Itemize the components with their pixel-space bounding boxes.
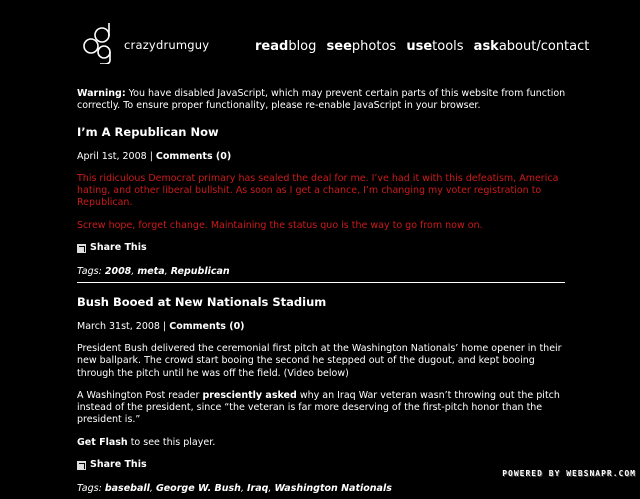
comments-link[interactable]: Comments (0): [169, 320, 245, 332]
js-warning: [77, 88, 567, 113]
nav-read-blog[interactable]: [255, 39, 316, 54]
flash-notice: [77, 437, 567, 449]
tag-link[interactable]: George W. Bush: [155, 483, 241, 495]
warning-label: Warning:: [77, 88, 126, 99]
post-tags: Tags: baseball, George W. Bush, Iraq, Washington Nationals: [77, 483, 392, 495]
main-nav: [255, 39, 595, 54]
tags-label: Tags:: [77, 483, 102, 495]
post-meta: [77, 151, 567, 163]
site-header: [0, 0, 640, 80]
meta-separator: |: [159, 320, 170, 332]
post: [77, 125, 567, 279]
nav-about-label: about/contact: [498, 39, 590, 54]
paragraph-text: A Washington Post reader: [77, 389, 203, 401]
post-date: March 31st, 2008: [77, 320, 160, 332]
meta-separator: |: [146, 150, 156, 162]
nav-ask-label: ask: [473, 39, 499, 54]
share-label: Share This: [90, 242, 147, 254]
websnapr-badge: POWERED BY WEBSNAPR.COM: [502, 469, 636, 478]
nav-read-label: read: [255, 39, 289, 54]
post-paragraph: [77, 390, 567, 427]
share-button[interactable]: [77, 459, 567, 471]
comments-link[interactable]: Comments (0): [155, 150, 232, 162]
post-meta: [77, 321, 567, 333]
post-date: April 1st, 2008: [77, 150, 147, 162]
main-content: [77, 88, 567, 499]
share-icon: [77, 244, 86, 253]
share-label: Share This: [90, 459, 147, 471]
share-button[interactable]: [77, 242, 567, 254]
tag-link[interactable]: Iraq: [246, 483, 269, 495]
tag-link[interactable]: baseball: [104, 483, 150, 495]
logo-icon[interactable]: [80, 22, 122, 64]
flash-text: to see this player.: [127, 436, 216, 448]
post-paragraph: Screw hope, forget change. Maintaining the status quo is the way to go from now on.: [77, 219, 483, 231]
tag-link[interactable]: Washington Nationals: [274, 483, 392, 495]
share-icon: [77, 461, 86, 470]
post: [77, 295, 567, 496]
warning-text: You have disabled JavaScript, which may prevent certain parts of this website from function correctly. To ensure proper functionality, please re-enable JavaScript in your browser.: [77, 88, 566, 112]
nav-ask-about[interactable]: [474, 39, 590, 54]
tag-link[interactable]: 2008: [104, 266, 132, 278]
post-paragraph: President Bush delivered the ceremonial first pitch at the Washington Nationals’ home opener in their new ballpark. The crowd start booing the second he stepped out of the dugout, and kept booing through the pitch until he was off the field. (Video below): [77, 342, 562, 379]
post-divider: [77, 282, 565, 283]
paragraph-text: why an Iraq War veteran wasn’t throwing out the pitch instead of the president, since “the veteran is far more deserving of the first-pitch honor than the president is.”: [77, 389, 560, 426]
presciently-asked-link[interactable]: presciently asked: [202, 389, 297, 401]
post-paragraph: This ridiculous Democrat primary has sealed the deal for me. I’ve had it with this defeatism, America hating, and other liberal bullshit. As soon as I get a chance, I’m changing my voter registration to Republican.: [77, 172, 559, 209]
tags-label: Tags:: [77, 266, 102, 278]
nav-see-photos[interactable]: [327, 39, 397, 54]
post-title[interactable]: I’m A Republican Now: [77, 124, 219, 139]
get-flash-link[interactable]: Get Flash: [77, 436, 128, 448]
nav-use-label: use: [406, 39, 433, 54]
post-title[interactable]: Bush Booed at New Nationals Stadium: [77, 294, 327, 309]
nav-use-tools[interactable]: [406, 39, 463, 54]
site-logo-text[interactable]: crazydrumguy: [124, 38, 210, 52]
tag-link[interactable]: meta: [137, 266, 165, 278]
nav-see-label: see: [326, 39, 352, 54]
nav-photos-label: photos: [351, 39, 397, 54]
nav-tools-label: tools: [432, 39, 464, 54]
tag-link[interactable]: Republican: [170, 266, 230, 278]
post-tags: Tags: 2008, meta, Republican: [77, 266, 230, 278]
nav-blog-label: blog: [288, 39, 317, 54]
